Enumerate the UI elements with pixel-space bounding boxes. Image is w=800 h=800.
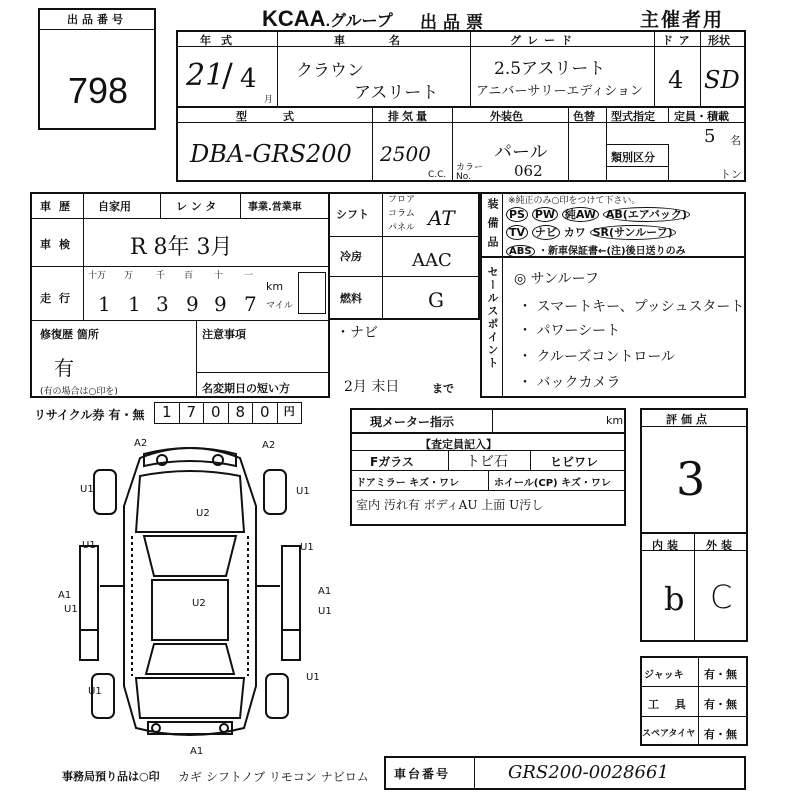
damage-mark: A1 — [190, 746, 204, 757]
repair-note: (有の場合は○印を) — [40, 387, 118, 397]
mileage-unit-1: 一 — [244, 271, 254, 281]
km-label: km — [266, 280, 284, 293]
shift-option-panel: パネル — [388, 223, 416, 233]
wheel-label: ホイール(CP) キズ・ワレ — [494, 478, 611, 489]
ac-label: 冷房 — [340, 250, 362, 263]
exterior-grade: C — [710, 578, 733, 616]
damage-mark: A1 — [58, 590, 72, 601]
org-subtitle: .グループ — [325, 13, 393, 30]
lot-number-label: 出品番号 — [40, 11, 154, 30]
chassis-label: 車台番号 — [394, 767, 451, 781]
notes-label: 注意事項 — [202, 328, 246, 341]
sheet-title: 出品票 — [420, 13, 489, 33]
model-label: 型式 — [236, 110, 330, 123]
equipment-row-2 — [506, 224, 676, 240]
inspector-comment: 室内 汚れ有 ボディAU 上面 U汚し — [356, 498, 544, 512]
grade-score: 3 — [676, 452, 706, 506]
shift-label: シフト — [336, 208, 369, 221]
name-change-value: 2月 末日 — [344, 379, 400, 395]
navi-option[interactable]: ナビ — [532, 225, 560, 240]
selling-point-item: ◎ サンルーフ — [514, 271, 599, 287]
selling-point-item: ・ クルーズコントロール — [518, 349, 676, 365]
mileage-unit-100: 百 — [184, 271, 194, 281]
doors-label: ドア — [662, 34, 696, 47]
pw-option[interactable]: PW — [532, 207, 558, 222]
crack-label: ヒビワレ — [550, 455, 599, 469]
capacity-label: 定員・積載 — [674, 110, 729, 123]
jack-value[interactable]: 有・無 — [704, 668, 737, 681]
person-unit: 名 — [730, 134, 741, 147]
jack-label: ジャッキ — [644, 670, 684, 681]
business-label: 事業.営業車 — [248, 202, 302, 213]
mirror-label: ドアミラー キズ・ワレ — [356, 478, 459, 489]
ton-unit: トン — [720, 168, 742, 181]
displacement-value: 2500 — [380, 142, 431, 166]
mileage-unit-100k: 十万 — [88, 271, 107, 281]
selling-point-item: ・ スマートキー、プッシュスタート — [518, 299, 745, 315]
org-title — [262, 6, 393, 32]
mileage-unit-1k: 千 — [156, 271, 166, 281]
selling-points-label: セールスポイント — [486, 266, 499, 370]
equipment-note: ※純正のみ○印をつけて下さい。 — [508, 196, 641, 206]
windshield-label: Fガラス — [370, 455, 414, 469]
exterior-color-label: 外装色 — [490, 110, 523, 123]
alloy-wheel-option[interactable]: 純AW — [562, 207, 599, 222]
recycle-digit: 0 — [253, 403, 278, 423]
repair-label: 修復歴 箇所 — [40, 328, 99, 341]
car-name-label: 車名 — [334, 34, 444, 47]
selling-point-item: ・ パワーシート — [518, 323, 621, 339]
mile-checkbox[interactable] — [298, 272, 326, 314]
model-value: DBA-GRS200 — [190, 140, 352, 168]
doors-value: 4 — [668, 66, 684, 94]
repair-value: 有 — [54, 356, 74, 380]
inspection-label: 車検 — [40, 238, 78, 251]
damage-mark: A2 — [262, 440, 276, 451]
office-items: カギ シフトノブ リモコン ナビロム — [178, 770, 369, 784]
equipment-row-1 — [506, 206, 690, 222]
exterior-label: 外装 — [706, 539, 736, 552]
fuel-value: G — [428, 288, 444, 312]
inspection-value: R 8年 3月 — [130, 235, 233, 260]
recycle-label: リサイクル券 有・無 — [34, 408, 145, 422]
damage-mark: A2 — [134, 438, 148, 449]
mileage-digit: 9 — [186, 292, 199, 316]
damage-mark: U1 — [82, 540, 96, 551]
damage-mark: U2 — [196, 508, 210, 519]
notes-value: ・ナビ — [336, 325, 378, 341]
mileage-unit-10k: 万 — [124, 271, 134, 281]
damage-mark: U2 — [192, 598, 206, 609]
car-name-line2: アスリート — [354, 83, 439, 103]
color-no-label: カラー No. — [456, 163, 484, 182]
type-designation-label: 型式指定 — [611, 110, 655, 123]
damage-mark: A1 — [318, 586, 332, 597]
yen-unit: 円 — [283, 405, 295, 418]
recycle-digit: 8 — [229, 403, 254, 423]
mile-label: マイル — [266, 301, 293, 311]
equipment-label: 装備品 — [486, 198, 499, 255]
office-note: 事務局預り品は○印 — [62, 770, 160, 783]
mileage-digit: 7 — [244, 292, 257, 316]
shift-option-column: コラム — [388, 209, 415, 219]
rental-label: レンタ — [176, 200, 221, 213]
selling-point-item: ・ バックカメラ — [518, 375, 621, 391]
mileage-digit: 1 — [128, 292, 141, 316]
mileage-digit: 9 — [214, 292, 227, 316]
ps-option[interactable]: PS — [506, 207, 528, 222]
car-name-line1: クラウン — [296, 61, 364, 81]
private-use-label: 自家用 — [98, 200, 131, 213]
recycle-digit: 0 — [204, 403, 229, 423]
exterior-color-value: パール — [494, 142, 548, 163]
leather-option[interactable]: カワ — [563, 226, 586, 239]
recycle-amount — [154, 402, 302, 424]
grade-score-label: 評価点 — [666, 413, 711, 426]
lot-number-box — [38, 8, 156, 130]
tools-label: 工 具 — [648, 698, 692, 711]
grade-line2: アニバーサリーエディション — [476, 84, 644, 99]
grade-label: グレード — [510, 34, 578, 47]
class-label: 類別区分 — [611, 151, 655, 164]
chassis-number: GRS200-0028661 — [508, 762, 669, 783]
tv-option[interactable]: TV — [506, 225, 528, 240]
mileage-digit: 1 — [98, 292, 111, 316]
body-label: 形状 — [708, 34, 730, 47]
name-change-label: 名変期日の短い方 — [202, 382, 290, 395]
interior-grade: b — [664, 580, 685, 618]
damage-mark: U1 — [300, 542, 314, 553]
mileage-unit-10: 十 — [214, 271, 224, 281]
damage-mark: U1 — [80, 484, 94, 495]
inspector-header: 【査定員記入】 — [420, 438, 497, 451]
name-change-suffix: まで — [432, 382, 454, 395]
spare-tire-label: スペアタイヤ — [642, 729, 696, 739]
interior-label: 内装 — [652, 539, 682, 552]
grade-line1: 2.5アスリート — [494, 59, 606, 79]
tools-value[interactable]: 有・無 — [704, 698, 737, 711]
org-name: KCAA — [262, 6, 326, 31]
mileage-digit: 3 — [156, 292, 169, 316]
fuel-label: 燃料 — [340, 292, 362, 305]
color-change-label: 色替 — [573, 110, 595, 123]
damage-mark: U1 — [296, 486, 310, 497]
recycle-digit: 1 — [155, 403, 180, 423]
displacement-label: 排気量 — [388, 110, 430, 123]
chip-label: トビ石 — [466, 454, 508, 470]
recycle-digit: 7 — [180, 403, 205, 423]
meter-label: 現メーター指示 — [370, 415, 455, 429]
equipment-row-3 — [506, 242, 686, 257]
damage-mark: U1 — [88, 686, 102, 697]
history-label: 車歴 — [40, 200, 78, 213]
cc-unit: C.C. — [428, 170, 447, 180]
airbag-option[interactable]: AB(エアバック) — [603, 207, 690, 222]
warranty-option[interactable]: ・新車保証書←(注)後日送りのみ — [538, 246, 686, 257]
damage-mark: U1 — [318, 606, 332, 617]
year-slash: / — [222, 56, 233, 94]
abs-option[interactable]: ABS — [506, 245, 535, 258]
spare-tire-value[interactable]: 有・無 — [704, 728, 737, 741]
year-value: 21 — [186, 58, 225, 93]
year-label: 年式 — [200, 34, 242, 47]
capacity-value: 5 — [704, 126, 716, 147]
shift-option-floor: フロア — [388, 195, 416, 205]
mileage-label: 走行 — [40, 292, 78, 305]
body-value: SD — [704, 66, 740, 94]
month-unit: 月 — [264, 95, 274, 105]
damage-mark: U1 — [306, 672, 320, 683]
damage-mark: U1 — [64, 604, 78, 615]
color-no-value: 062 — [514, 162, 543, 180]
meter-km: km — [606, 414, 624, 427]
month-value: 4 — [240, 64, 257, 94]
host-label: 主催者用 — [640, 9, 725, 31]
ac-value: AAC — [412, 250, 452, 271]
sunroof-option[interactable]: SR(サンルーフ) — [590, 225, 676, 240]
lot-number: 798 — [68, 70, 129, 111]
shift-value: AT — [428, 206, 455, 230]
